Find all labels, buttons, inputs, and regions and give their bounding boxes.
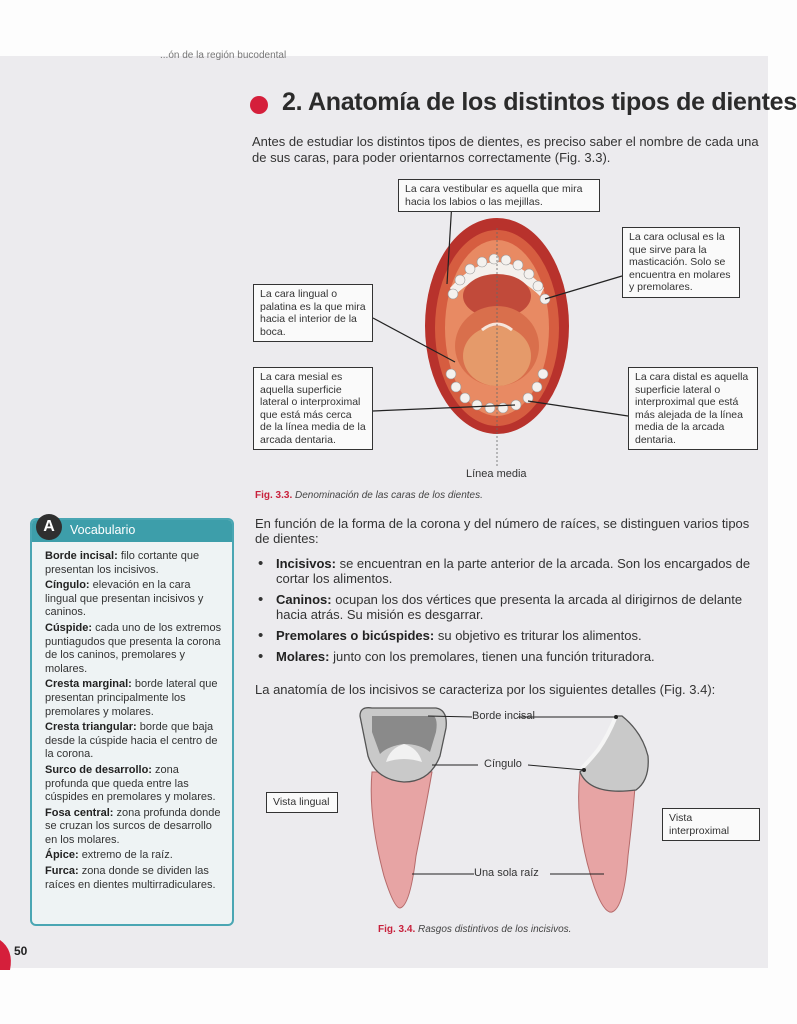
- fig34-caption-label: Fig. 3.4.: [378, 924, 416, 935]
- page-number: 50: [14, 944, 28, 958]
- fig33-caption-label: Fig. 3.3.: [255, 490, 293, 501]
- callout-oclusal: La cara oclusal es la que sirve para la masticación. Solo se encuentra en molares y premolares.: [622, 227, 740, 298]
- book-page: [0, 50, 797, 968]
- label-vista-lingual: Vista lingual: [266, 792, 338, 813]
- vocab-item: Furca: zona donde se dividen las raíces en dientes multirradiculares.: [45, 865, 216, 891]
- callout-mesial: La cara mesial es aquella superficie lateral o interproximal que está más cerca de la línea media de la arcada dentaria.: [253, 367, 373, 450]
- label-vista-interproximal: Vista interproximal: [662, 808, 760, 841]
- list-item: • Incisivos: se encuentran en la parte anterior de la arcada. Son los encargados de cortar los alimentos.: [258, 556, 763, 586]
- vocab-badge-icon: A: [36, 514, 62, 540]
- vocab-item: Borde incisal: filo cortante que presentan los incisivos.: [45, 550, 200, 576]
- section-title: 2. Anatomía de los distintos tipos de dientes: [282, 88, 797, 116]
- label-cingulo: Cíngulo: [484, 758, 522, 770]
- vocab-item: Ápice: extremo de la raíz.: [45, 849, 173, 862]
- vocab-item: Cíngulo: elevación en la cara lingual que presentan incisivos y caninos.: [45, 579, 204, 619]
- list-item: • Caninos: ocupan los dos vértices que presenta la arcada al dirigirnos de delante hacia atrás. Su misión es desgarrar.: [258, 592, 763, 622]
- incisor-illustration: [0, 56, 768, 968]
- list-item: • Molares: junto con los premolares, tienen una función trituradora.: [258, 649, 763, 664]
- callout-distal: La cara distal es aquella superficie lateral o interproximal que está más alejada de la línea media de la arcada dentaria.: [628, 367, 758, 450]
- running-header: ...ón de la región bucodental: [160, 50, 287, 61]
- label-raiz: Una sola raíz: [474, 867, 539, 879]
- vocab-item: Cresta marginal: borde lateral que presentan principalmente los premolares y molares.: [45, 678, 218, 718]
- teeth-types-intro: En función de la forma de la corona y del número de raíces, se distinguen varios tipos de dientes:: [255, 516, 750, 546]
- list-item: • Premolares o bicúspides: su objetivo es triturar los alimentos.: [258, 628, 763, 643]
- incisors-paragraph: La anatomía de los incisivos se caracteriza por los siguientes detalles (Fig. 3.4):: [255, 682, 716, 697]
- vocab-item: Surco de desarrollo: zona profunda que queda entre las cúspides en premolares y molares.: [45, 763, 216, 804]
- callout-vestibular: La cara vestibular es aquella que mira hacia los labios o las mejillas.: [398, 179, 600, 212]
- fig33-caption-text: Denominación de las caras de los dientes.: [295, 490, 483, 501]
- callout-lingual: La cara lingual o palatina es la que mira hacia el interior de la boca.: [253, 284, 373, 342]
- vocab-item: Cúspide: cada uno de los extremos puntiagudos que presenta la corona de los caninos, premolares y molares.: [45, 621, 222, 675]
- fig34-caption-text: Rasgos distintivos de los incisivos.: [418, 924, 572, 935]
- intro-paragraph: Antes de estudiar los distintos tipos de dientes, es preciso saber el nombre de cada una de sus caras, para poder orientarnos correctamente (Fig. 3.3).: [252, 134, 759, 165]
- vocab-item: Cresta triangular: borde que baja desde la cúspide hacia el centro de la corona.: [45, 721, 218, 761]
- midline-label: Línea media: [466, 468, 527, 480]
- vocab-item: Fosa central: zona profunda donde se cruzan los surcos de desarrollo en los molares.: [45, 806, 221, 846]
- page-number-area: [0, 940, 40, 970]
- label-borde-incisal: Borde incisal: [472, 710, 535, 722]
- fig34-caption: [378, 924, 571, 935]
- vocabulary-title: Vocabulario: [70, 523, 136, 537]
